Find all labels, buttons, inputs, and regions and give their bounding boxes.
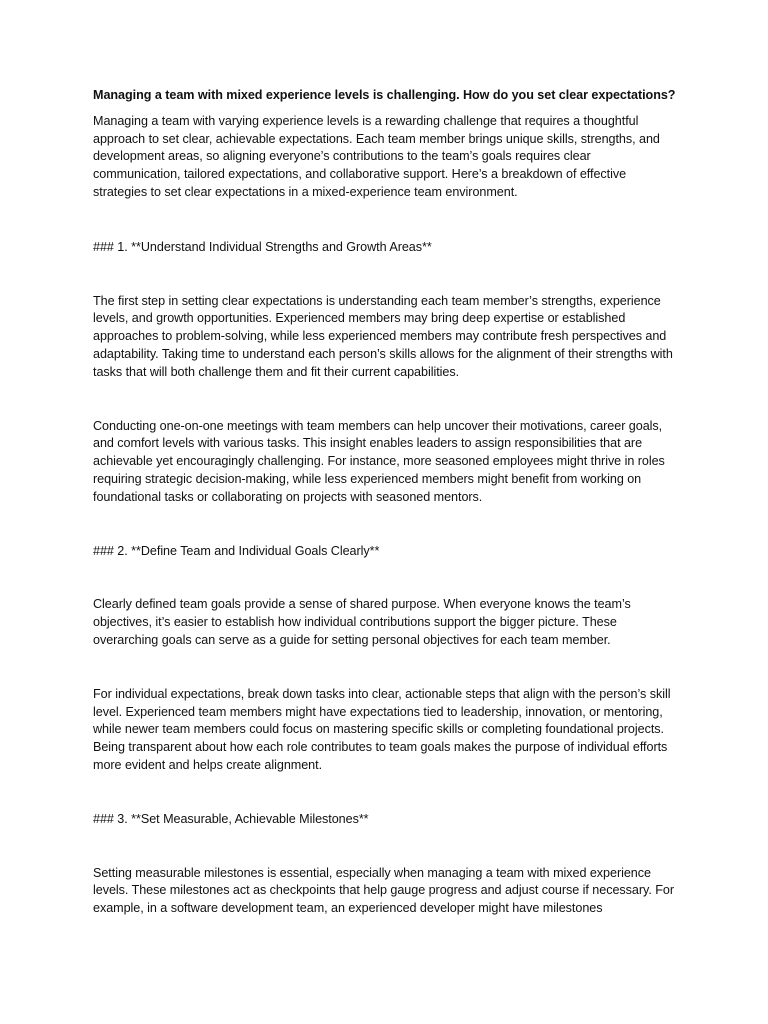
section-1-paragraph-1: The first step in setting clear expectations is understanding each team member’s strengths, experience levels, and growth opportunities. Experienced members may bring deep expertise or established approaches to problem-solving, while less experienced members may contribute fresh perspectives and adaptability. Taking time to understand each person’s skills allows for the alignment of their strengths with tasks that will both challenge them and fit their current capabilities.	[93, 293, 673, 379]
section-2-paragraph-1: Clearly defined team goals provide a sense of shared purpose. When everyone knows the team’s objectives, it’s easier to establish how individual contributions support the bigger picture. These overarching goals can serve as a guide for setting personal objectives for each team member.	[93, 597, 631, 647]
spacer	[93, 650, 678, 686]
section-2-paragraph-2: For individual expectations, break down tasks into clear, actionable steps that align with the person’s skill level. Experienced team members might have expectations tied to leadership, innovation, or mentoring, while newer team members could focus on mastering specific skills or completing foundational projects. Being transparent about how each role contributes to team goals makes the purpose of individual efforts more evident and helps create alignment.	[93, 686, 671, 772]
spacer	[93, 202, 678, 239]
section-3-heading: ### 3. **Set Measurable, Achievable Milestones**	[93, 811, 369, 826]
spacer	[93, 257, 678, 293]
spacer	[93, 829, 678, 865]
section-2-heading: ### 2. **Define Team and Individual Goals Clearly**	[93, 543, 380, 558]
spacer	[93, 775, 678, 811]
section-1-heading: ### 1. **Understand Individual Strengths and Growth Areas**	[93, 239, 432, 254]
intro-paragraph: Managing a team with varying experience levels is a rewarding challenge that requires a thoughtful approach to set clear, achievable expectations. Each team member brings unique skills, strengths, and development areas, so aligning everyone’s contributions to the team’s goals requires clear communication, tailored expectations, and collaborative support. Here’s a breakdown of effective strategies to set clear expectations in a mixed-experience team environment.	[93, 113, 660, 199]
section-1-paragraph-2: Conducting one-on-one meetings with team members can help uncover their motivations, career goals, and comfort levels with various tasks. This insight enables leaders to assign responsibilities that are achievable yet encouragingly challenging. For instance, more seasoned employees might thrive in roles requiring strategic decision-making, while less experienced members might benefit from working on foundational tasks or collaborating on projects with seasoned mentors.	[93, 418, 665, 504]
spacer	[93, 382, 678, 418]
section-3-paragraph-1: Setting measurable milestones is essential, especially when managing a team with mixed experience levels. These milestones act as checkpoints that help gauge progress and adjust course if necessary. For example, in a software development team, an experienced developer might have milestones	[93, 865, 674, 916]
document-body	[93, 87, 678, 918]
spacer	[93, 560, 678, 596]
spacer	[93, 507, 678, 543]
document-title: Managing a team with mixed experience levels is challenging. How do you set clear expectations?	[93, 88, 676, 102]
